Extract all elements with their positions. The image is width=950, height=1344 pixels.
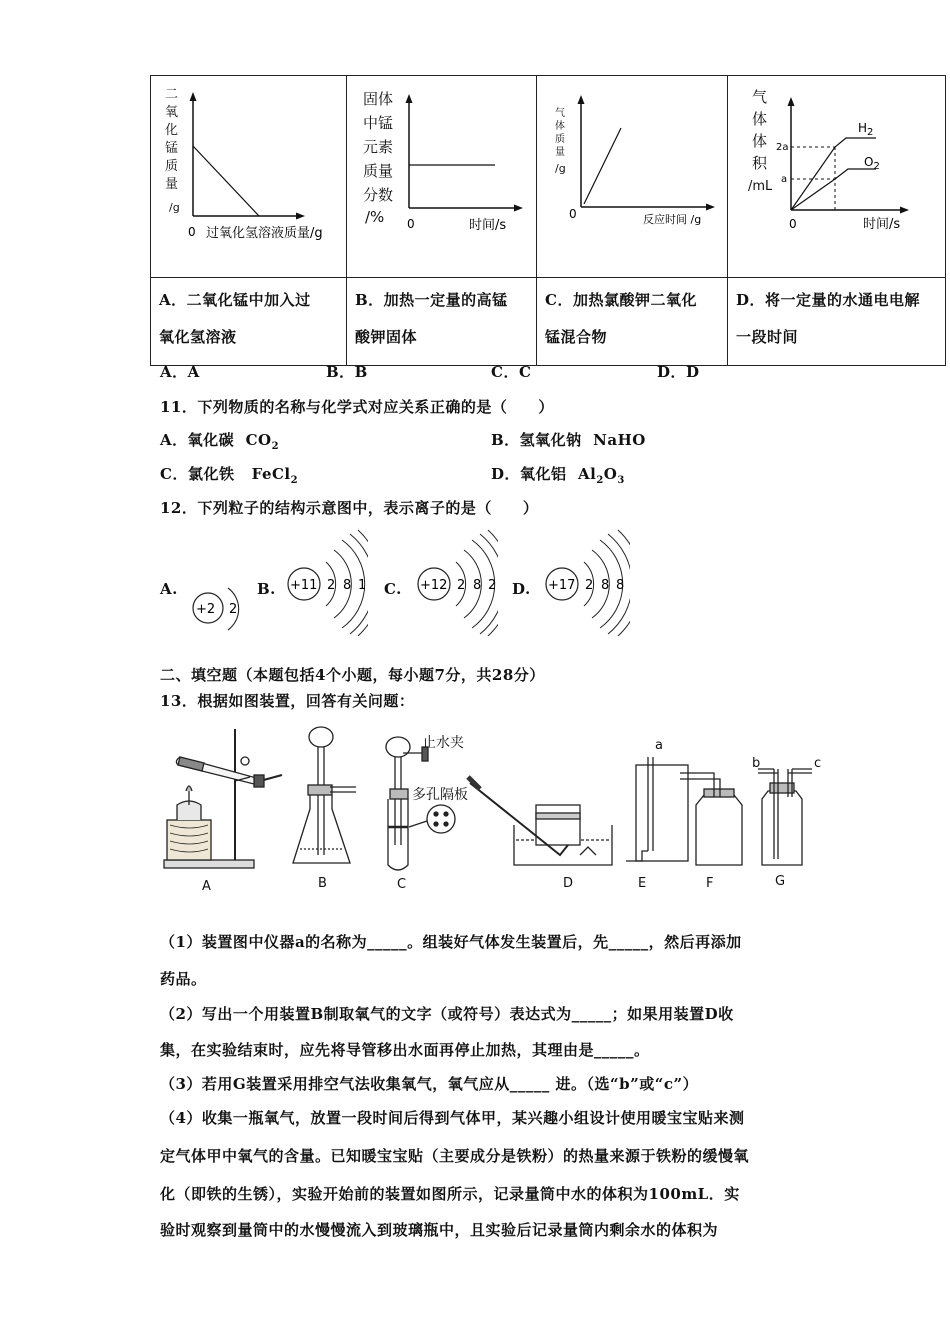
chart-d-o2-label: $O_2$ bbox=[864, 155, 880, 172]
q12-c-shell-1-count: 2 bbox=[457, 578, 466, 593]
caption-a: A．二氧化锰中加入过 氧化氢溶液 bbox=[151, 278, 347, 366]
apparatus-c bbox=[386, 737, 455, 870]
apparatus-label-g: G bbox=[775, 874, 786, 889]
q10-option-c[interactable]: C．C bbox=[491, 363, 532, 381]
chart-b-y-arrow bbox=[406, 94, 413, 103]
chart-a-ylabel-6: /g bbox=[169, 201, 180, 214]
q13-part4-line2: 定气体甲中氧气的含量。已知暖宝宝贴（主要成分是铁粉）的热量来源于铁粉的缓慢氧 bbox=[160, 1147, 750, 1165]
chart-d-x-arrow bbox=[900, 207, 909, 214]
apparatus-a bbox=[164, 729, 282, 868]
q12-c-shell-2-count: 8 bbox=[473, 578, 482, 593]
q13-part1-line1: （1）装置图中仪器a的名称为_____。组装好气体发生装置后，先_____，然后再添加 bbox=[160, 933, 742, 951]
q12-option-d-label[interactable]: D. bbox=[512, 580, 531, 598]
chart-d-tick-2a: 2a bbox=[776, 142, 789, 153]
apparatus-b bbox=[293, 727, 356, 863]
q11-stem: 11．下列物质的名称与化学式对应关系正确的是（ ） bbox=[160, 398, 554, 416]
section-2-heading: 二、填空题（本题包括4个小题，每小题7分，共28分） bbox=[160, 666, 545, 684]
chart-d-tick-a: a bbox=[781, 174, 788, 185]
chart-b-ylabel-4: 分数 bbox=[363, 186, 394, 204]
q11-option-c[interactable]: C．氯化铁 FeCl$_2$ bbox=[160, 465, 299, 486]
apparatus-label-b: B bbox=[318, 876, 327, 891]
chart-d-xlabel: 时间/s bbox=[863, 217, 901, 232]
chart-c-ylabel-3: 量 bbox=[555, 147, 565, 158]
q11-option-b[interactable]: B．氢氧化钠 NaHO bbox=[491, 431, 646, 449]
chart-c-xlabel: 反应时间 /g bbox=[643, 213, 702, 226]
chart-c-origin: 0 bbox=[569, 207, 577, 221]
q12-b-shell-1-count: 2 bbox=[327, 578, 336, 593]
q12-option-a-label[interactable]: A. bbox=[160, 580, 178, 598]
q13-stem: 13．根据如图装置，回答有关问题： bbox=[160, 692, 415, 710]
chart-d-ylabel-2: 体 bbox=[752, 132, 768, 150]
q12-stem: 12．下列粒子的结构示意图中，表示离子的是（ ） bbox=[160, 499, 539, 517]
chart-d bbox=[728, 76, 946, 273]
chart-c bbox=[537, 76, 728, 273]
chart-d-ylabel-3: 积 bbox=[752, 154, 768, 172]
q13-apparatus-figure bbox=[150, 725, 840, 900]
q12-d-nucleus-label: +17 bbox=[548, 578, 576, 593]
chart-b-ylabel-0: 固体 bbox=[363, 90, 394, 108]
chart-b-ylabel-1: 中锰 bbox=[363, 114, 394, 132]
chart-d-o2-line bbox=[791, 169, 876, 210]
chart-b-ylabel-3: 质量 bbox=[363, 162, 394, 180]
q12-d-shell-2-count: 8 bbox=[601, 578, 610, 593]
chart-b-xlabel: 时间/s bbox=[469, 218, 507, 233]
chart-d-ylabel-1: 体 bbox=[752, 110, 768, 128]
apparatus-g bbox=[758, 769, 812, 865]
chart-d-h2-line bbox=[791, 138, 876, 210]
chart-a bbox=[151, 76, 347, 273]
q12-c-shell-3-count: 2 bbox=[488, 578, 497, 593]
q12-diagram-a bbox=[184, 580, 244, 636]
chart-c-cell bbox=[537, 76, 728, 278]
chart-a-ylabel-4: 质 bbox=[165, 159, 179, 174]
chart-b bbox=[347, 76, 537, 273]
chart-a-ylabel-3: 锰 bbox=[165, 141, 179, 156]
apparatus-d bbox=[468, 777, 612, 865]
chart-a-line bbox=[193, 146, 259, 216]
q13-part2-line1: （2）写出一个用装置B制取氧气的文字（或符号）表达式为_____；如果用装置D收 bbox=[160, 1005, 734, 1023]
chart-a-xlabel: 过氧化氢溶液质量/g bbox=[206, 226, 323, 241]
q12-a-nucleus-label: +2 bbox=[196, 602, 216, 617]
apparatus-e bbox=[626, 757, 688, 861]
porous-plate-label: 多孔隔板 bbox=[412, 787, 468, 803]
clamp-label: 止水夹 bbox=[422, 735, 464, 751]
instrument-a-tag: a bbox=[655, 738, 663, 753]
chart-b-ylabel-2: 元素 bbox=[363, 138, 394, 156]
chart-c-line bbox=[584, 128, 621, 204]
q10-option-b[interactable]: B．B bbox=[326, 363, 368, 381]
caption-d: D．将一定量的水通电电解 一段时间 bbox=[728, 278, 946, 366]
q13-part4-line1: （4）收集一瓶氧气，放置一段时间后得到气体甲，某兴趣小组设计使用暖宝宝贴来测 bbox=[160, 1109, 745, 1127]
q10-chart-table bbox=[150, 75, 946, 366]
chart-a-ylabel-1: 氧 bbox=[165, 105, 179, 120]
q12-d-shell-3-count: 8 bbox=[616, 578, 625, 593]
q13-part2-line2: 集，在实验结束时，应先将导管移出水面再停止加热，其理由是_____。 bbox=[160, 1041, 650, 1059]
q12-b-shell-2-count: 8 bbox=[343, 578, 352, 593]
q12-b-nucleus-label: +11 bbox=[290, 578, 318, 593]
q12-diagram-b bbox=[282, 528, 368, 636]
chart-b-x-arrow bbox=[514, 205, 523, 212]
apparatus-label-f: F bbox=[706, 876, 714, 891]
q11-option-d[interactable]: D．氧化铝 $Al_2O_3$ bbox=[491, 465, 625, 486]
tube-b-tag: b bbox=[752, 756, 761, 771]
chart-d-cell bbox=[728, 76, 946, 278]
apparatus-label-a: A bbox=[202, 879, 211, 894]
chart-d-ylabel-0: 气 bbox=[752, 88, 768, 106]
q12-diagram-d bbox=[540, 528, 630, 636]
apparatus-label-c: C bbox=[397, 877, 407, 892]
chart-a-x-arrow bbox=[296, 213, 305, 220]
caption-b: B．加热一定量的高锰 酸钾固体 bbox=[347, 278, 537, 366]
chart-b-origin: 0 bbox=[407, 217, 415, 231]
q12-b-shell-3-count: 1 bbox=[358, 578, 367, 593]
q10-option-a[interactable]: A．A bbox=[160, 363, 200, 381]
q10-option-d[interactable]: D．D bbox=[657, 363, 700, 381]
chart-a-ylabel-0: 二 bbox=[165, 87, 179, 102]
chart-d-h2-label: $H_2$ bbox=[858, 121, 874, 138]
chart-d-origin: 0 bbox=[789, 217, 797, 231]
chart-a-ylabel-5: 量 bbox=[165, 177, 179, 192]
q12-a-shell-1-count: 2 bbox=[229, 602, 238, 617]
chart-a-y-arrow bbox=[190, 92, 197, 101]
caption-c: C．加热氯酸钾二氧化 锰混合物 bbox=[537, 278, 728, 366]
q13-part3: （3）若用G装置采用排空气法收集氧气，氧气应从_____ 进。（选“b”或“c”） bbox=[160, 1075, 699, 1093]
chart-a-origin: 0 bbox=[188, 225, 196, 239]
apparatus-f bbox=[680, 773, 742, 865]
apparatus-label-e: E bbox=[638, 876, 647, 891]
chart-c-ylabel-4: /g bbox=[555, 162, 566, 175]
chart-b-ylabel-5: /% bbox=[365, 208, 385, 226]
q12-option-b-label[interactable]: B. bbox=[257, 580, 276, 598]
chart-a-cell bbox=[151, 76, 347, 278]
q13-part4-line4: 验时观察到量筒中的水慢慢流入到玻璃瓶中，且实验后记录量筒内剩余水的体积为 bbox=[160, 1221, 719, 1239]
q12-option-c-label[interactable]: C. bbox=[384, 580, 402, 598]
chart-a-ylabel-2: 化 bbox=[165, 123, 179, 138]
chart-d-y-arrow bbox=[788, 97, 795, 106]
chart-b-cell bbox=[347, 76, 537, 278]
chart-c-ylabel-2: 质 bbox=[555, 134, 565, 145]
apparatus-label-d: D bbox=[563, 876, 574, 891]
chart-c-x-arrow bbox=[706, 204, 715, 211]
tube-c-tag: c bbox=[814, 756, 822, 771]
q11-option-a[interactable]: A．氧化碳 $CO_2$ bbox=[160, 431, 280, 452]
q12-d-shell-1-count: 2 bbox=[585, 578, 594, 593]
chart-c-ylabel-0: 气 bbox=[555, 108, 565, 119]
chart-c-y-arrow bbox=[578, 95, 585, 104]
q12-c-nucleus-label: +12 bbox=[420, 578, 448, 593]
q12-diagram-c bbox=[412, 528, 498, 636]
chart-c-ylabel-1: 体 bbox=[555, 121, 565, 132]
q13-part1-line2: 药品。 bbox=[160, 970, 207, 988]
chart-d-ylabel-4: /mL bbox=[748, 179, 773, 194]
q13-part4-line3: 化（即铁的生锈），实验开始前的装置如图所示，记录量筒中水的体积为100mL．实 bbox=[160, 1185, 740, 1203]
